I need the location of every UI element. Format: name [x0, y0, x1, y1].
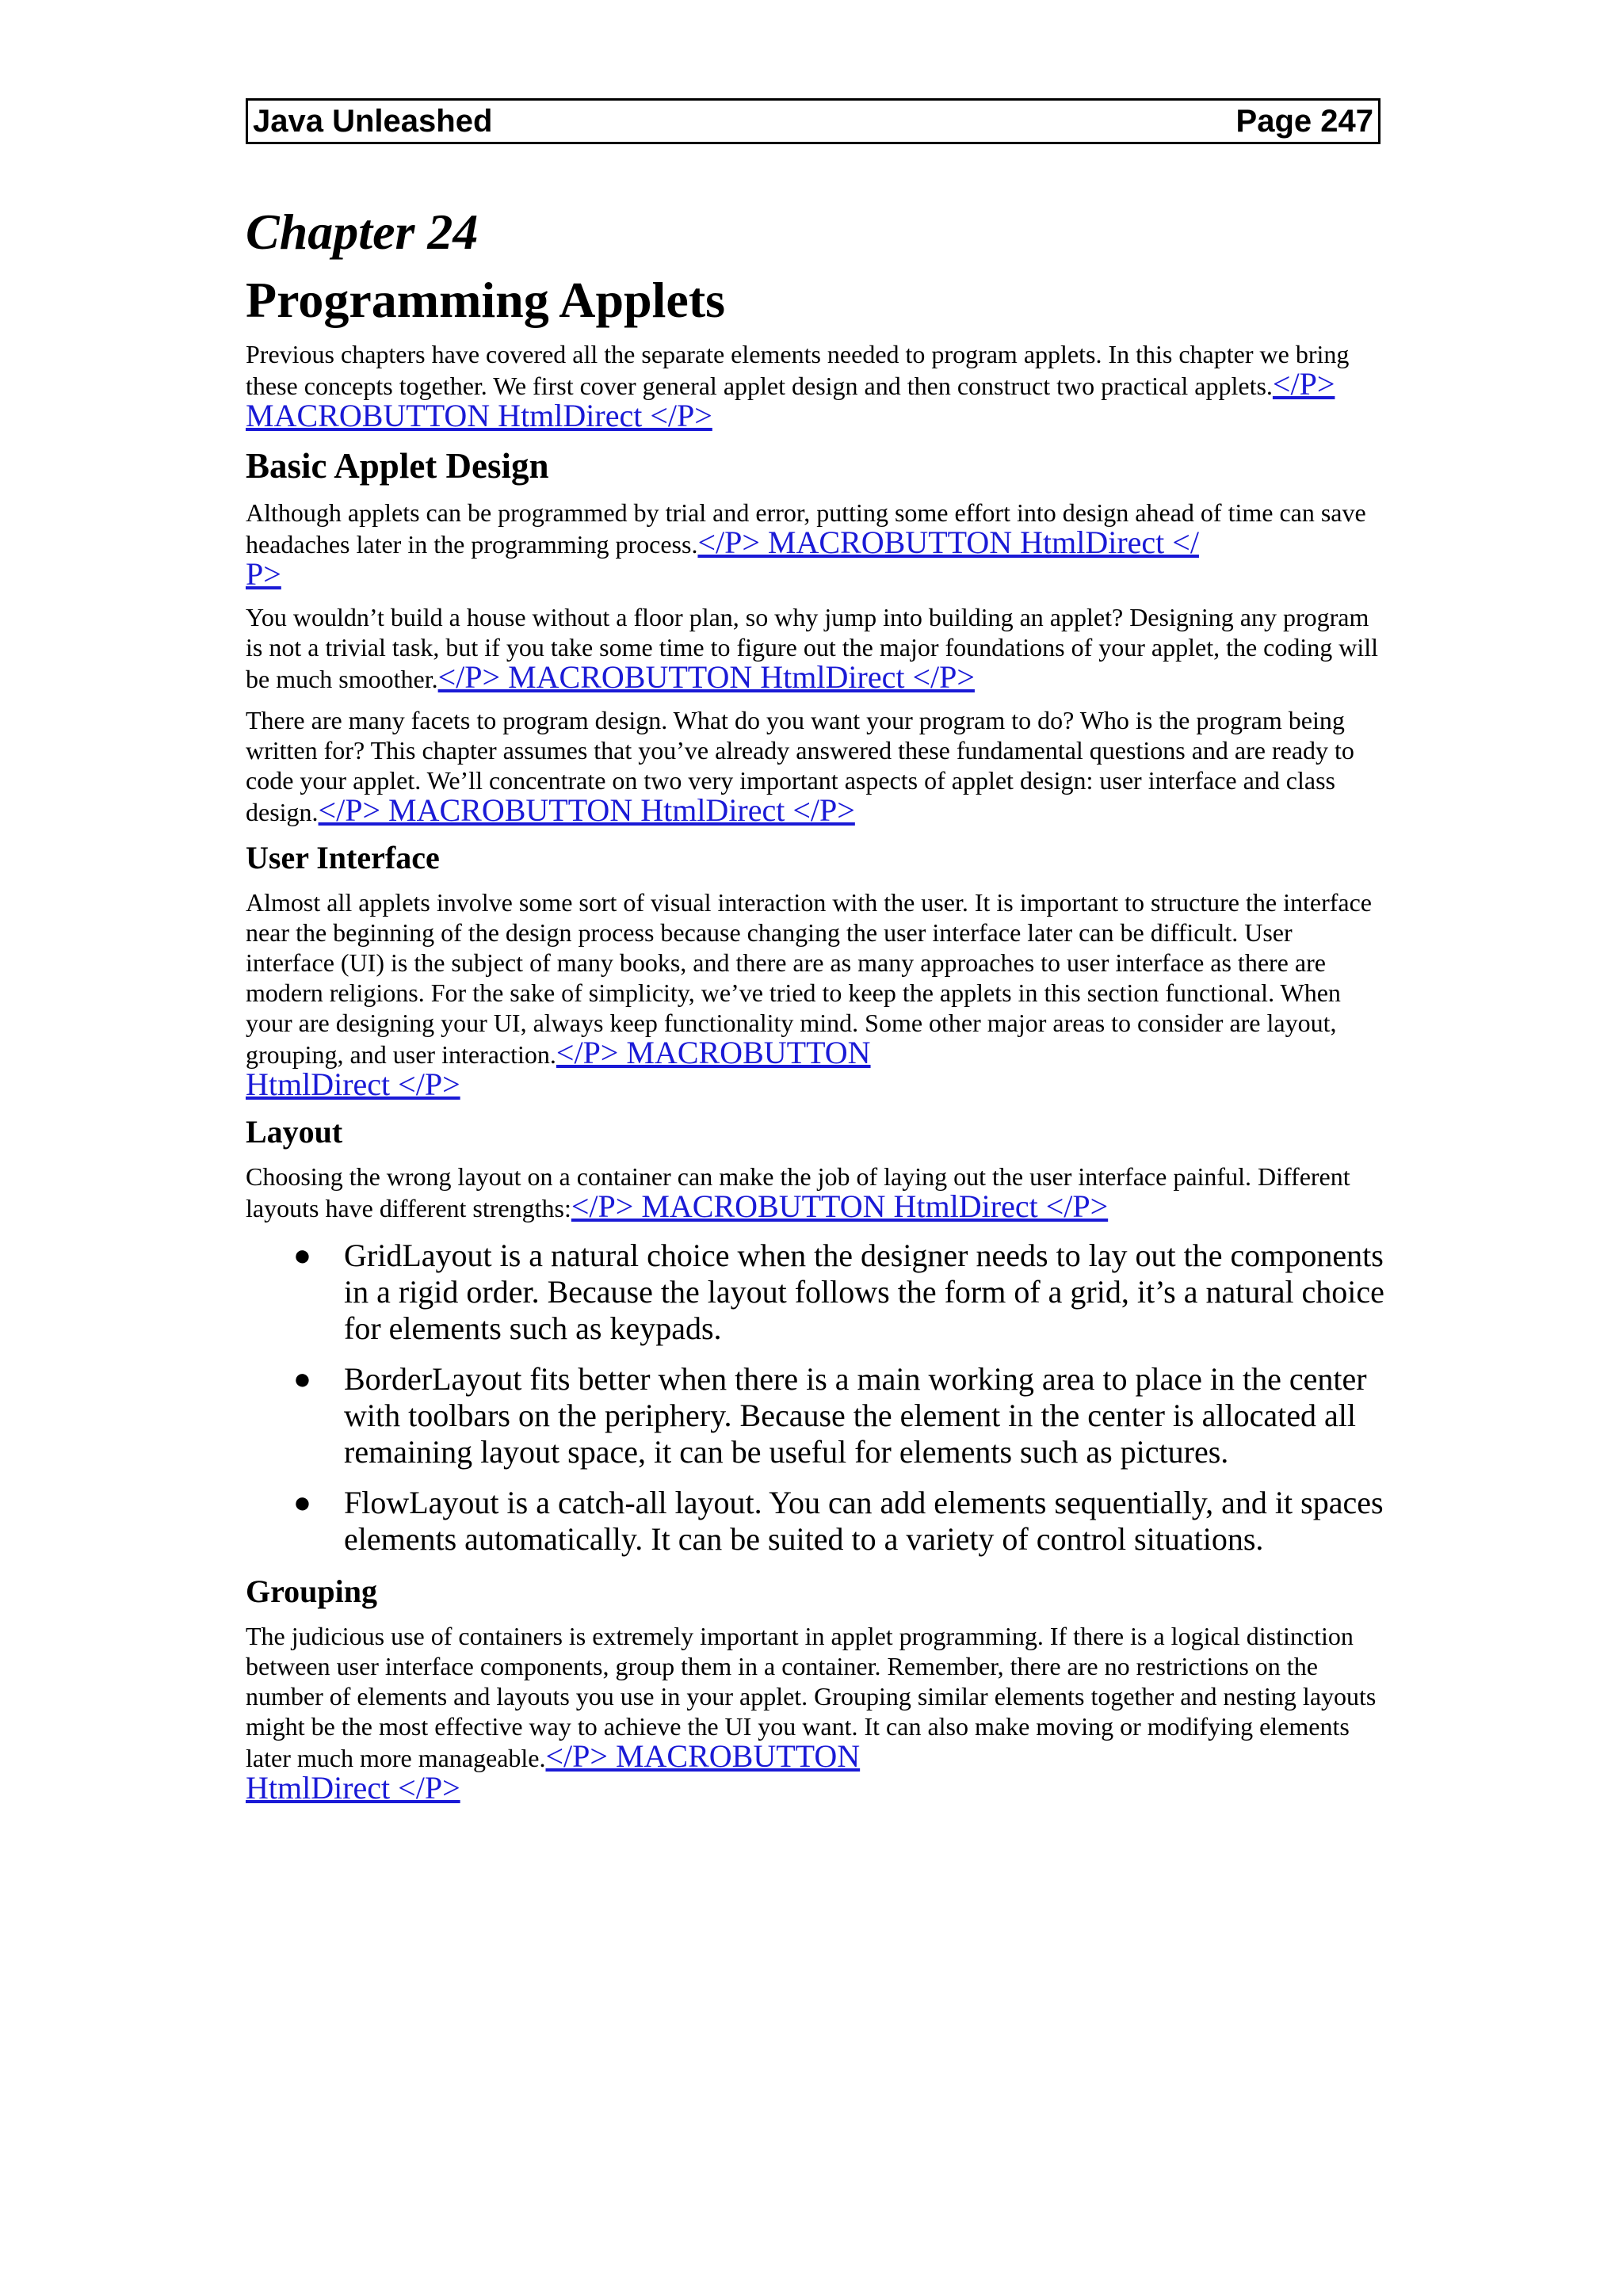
page-number: Page 247	[1235, 103, 1373, 139]
layout-bullet-list	[246, 1238, 1387, 1558]
section-heading-basic-design: Basic Applet Design	[246, 446, 549, 486]
macro-link-continued[interactable]: P>	[246, 556, 281, 592]
macro-link-continued[interactable]: HtmlDirect </P>	[246, 1770, 460, 1806]
paragraph	[246, 498, 1387, 591]
page-content	[246, 200, 1387, 1816]
paragraph	[246, 1621, 1387, 1805]
macro-link[interactable]: </P> MACROBUTTON	[556, 1035, 871, 1070]
intro-paragraph	[246, 339, 1387, 433]
macro-link-continued[interactable]: HtmlDirect </P>	[246, 1066, 460, 1102]
paragraph	[246, 887, 1387, 1101]
book-title: Java Unleashed	[253, 103, 493, 139]
macro-link[interactable]: </P> MACROBUTTON HtmlDirect </P>	[318, 792, 855, 828]
macro-link[interactable]: </P> MACROBUTTON HtmlDirect </P>	[246, 366, 1335, 433]
macro-link[interactable]: </P> MACROBUTTON HtmlDirect </P>	[571, 1188, 1109, 1224]
paragraph-text: The judicious use of containers is extremely important in applet programming. If there is a logical distinction between user interface components, group them in a container. Remember, there are no restrictions on the number of elements and layouts you use in your applet. Grouping similar elements together and nesting layouts might be the most effective way to achieve the UI you want. It can also make moving or modifying elements later much more manageable.	[246, 1622, 1377, 1772]
intro-text: Previous chapters have covered all the separate elements needed to program applets. In this chapter we bring these concepts together. We first cover general applet design and then construct two practical applets.	[246, 340, 1350, 400]
paragraph	[246, 602, 1387, 694]
macro-link[interactable]: </P> MACROBUTTON HtmlDirect </	[697, 524, 1199, 560]
page-header	[246, 98, 1381, 144]
macro-link[interactable]: </P> MACROBUTTON	[545, 1738, 861, 1774]
list-item-text: FlowLayout is a catch-all layout. You can add elements sequentially, and it spaces elements automatically. It can be suited to a variety of control situations.	[344, 1485, 1384, 1557]
paragraph-text: There are many facets to program design. What do you want your program to do? Who is the program being written for? This chapter assumes that you’ve already answered these fundamental questions and are ready to code your applet. We’ll concentrate on two very important aspects of applet design: user interface and class design.	[246, 706, 1354, 826]
macro-link[interactable]: </P> MACROBUTTON HtmlDirect </P>	[437, 659, 975, 695]
subsection-heading-layout: Layout	[246, 1114, 343, 1150]
list-item-text: BorderLayout fits better when there is a main working area to place in the center with toolbars on the periphery. Because the element in the center is allocated all remaining layout space, it can be useful for elements such as pictures.	[344, 1361, 1367, 1470]
paragraph-text: Although applets can be programmed by trial and error, putting some effort into design ahead of time can save headaches later in the programming process.	[246, 498, 1366, 559]
list-item-text: GridLayout is a natural choice when the designer needs to lay out the components in a rigid order. Because the layout follows the form of a grid, it’s a natural choice for elements such as keypads.	[344, 1238, 1384, 1346]
bullet-icon: ●	[293, 1239, 311, 1272]
subsection-heading-grouping: Grouping	[246, 1573, 377, 1609]
chapter-title: Programming Applets	[246, 272, 726, 328]
bullet-icon: ●	[293, 1363, 311, 1396]
paragraph	[246, 1161, 1387, 1223]
paragraph-text: You wouldn’t build a house without a floor plan, so why jump into building an applet? Designing any program is not a trivial task, but if you take some time to figure out the major foundations of your applet, the coding will be much smoother.	[246, 603, 1379, 693]
paragraph-text: Choosing the wrong layout on a container can make the job of laying out the user interface painful. Different layouts have different strengths:	[246, 1162, 1350, 1222]
list-item	[246, 1485, 1387, 1558]
bullet-icon: ●	[293, 1486, 311, 1520]
paragraph-text: Almost all applets involve some sort of visual interaction with the user. It is important to structure the interface near the beginning of the design process because changing the user interface later can be difficult. User interface (UI) is the subject of many books, and there are as many approaches to user interface as there are modern religions. For the sake of simplicity, we’ve tried to keep the applets in this section functional. When your are designing your UI, always keep functionality mind. Some other major areas to consider are layout, grouping, and user interaction.	[246, 888, 1372, 1069]
paragraph	[246, 705, 1387, 827]
list-item	[246, 1361, 1387, 1470]
list-item	[246, 1238, 1387, 1347]
subsection-heading-user-interface: User Interface	[246, 840, 440, 875]
chapter-label: Chapter 24	[246, 204, 479, 260]
